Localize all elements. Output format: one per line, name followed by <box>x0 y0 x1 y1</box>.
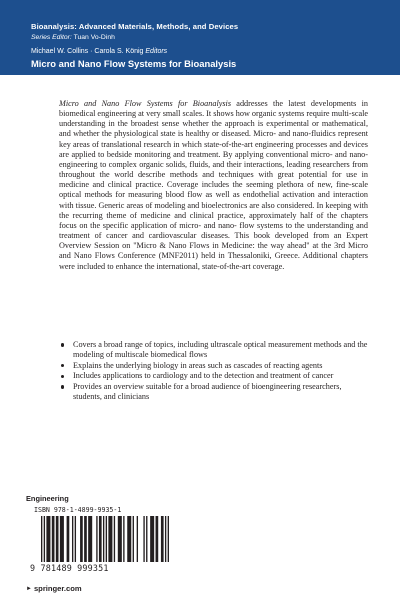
barcode-bar <box>168 516 169 562</box>
barcode-digits: 9 781489 999351 <box>30 563 109 573</box>
feature-list <box>59 340 368 403</box>
barcode-bars <box>38 516 172 562</box>
barcode-bar <box>67 516 70 562</box>
isbn-label: ISBN 978-1-4899-9935-1 <box>34 506 122 514</box>
barcode-bar <box>80 516 83 562</box>
list-item: Explains the underlying biology in areas such as cascades of reacting agents <box>59 361 368 371</box>
barcode-bar <box>84 516 87 562</box>
publisher-link[interactable] <box>26 584 82 593</box>
barcode-bar <box>123 516 124 562</box>
barcode-bar <box>156 516 159 562</box>
barcode-bar <box>118 516 122 562</box>
barcode-bar <box>41 516 42 562</box>
book-title: Micro and Nano Flow Systems for Bioanalysis <box>31 58 237 69</box>
list-item: Includes applications to cardiology and to the detection and treatment of cancer <box>59 371 368 381</box>
barcode-bar <box>56 516 59 562</box>
barcode-bar <box>114 516 115 562</box>
barcode-bar <box>108 516 112 562</box>
series-title: Bioanalysis: Advanced Materials, Methods, and Devices <box>31 22 239 31</box>
series-editor-label: Series Editor: <box>31 34 72 41</box>
subject-category: Engineering <box>26 494 69 503</box>
description-title: Micro and Nano Flow Systems for Bioanalysis <box>59 99 232 108</box>
book-description <box>59 99 368 272</box>
editors-names: Michael W. Collins · Carola S. König <box>31 48 144 55</box>
isbn-barcode <box>30 505 176 577</box>
barcode-bar <box>60 516 64 562</box>
barcode-bar <box>44 516 45 562</box>
barcode-bar <box>143 516 144 562</box>
barcode-bar <box>46 516 50 562</box>
right-arrow-icon: ► <box>26 585 32 592</box>
series-editor <box>31 34 115 41</box>
barcode-bar <box>133 516 134 562</box>
description-body: addresses the latest developments in biomedical engineering at very small scales. It shows how organic systems require multi-scale understanding in the broadest sense whether the approach is experimental or mathematical, and whether the physiological state is healthy or diseased. Micro- and nano-fluidics represent key areas of translational research in which state-of-the-art engineering processes and devices are applied to bedside monitoring and treatment. By applying conventional micro- and nano-engineering to complex organic solids, fluids, and their interactions, leading researchers from throughout the world describe methods and techniques with great potential for use in medicine and clinical practice. Coverage includes the seeming plethora of new, fine-scale optical methods for measuring blood flow as well as endothelial activation and interaction with tissue. Generic areas of modeling and bioelectronics are also considered. In keeping with the recurring theme of medicine and clinical practice, approximately half of the chapters focus on the specific application of micro- and nano- flow systems to the understanding and treatment of cancer and cardiovascular diseases. This book developed from an Expert Overview Session on "Micro & Nano Flows in Medicine: the way ahead" at the 3rd Micro and Nano Flows Conference (MNF2011) held in Thessaloniki, Greece. Additional chapters were included to enhance the international, state-of-the-art coverage. <box>59 99 368 271</box>
series-editor-name: Tuan Vo-Dinh <box>73 34 115 41</box>
barcode-bar <box>106 516 107 562</box>
barcode-bar <box>75 516 76 562</box>
cover-header-band <box>0 0 400 75</box>
barcode-bar <box>72 516 73 562</box>
barcode-bar <box>99 516 102 562</box>
barcode-bar <box>127 516 131 562</box>
barcode-bar <box>137 516 138 562</box>
barcode-bar <box>165 516 166 562</box>
barcode-bar <box>146 516 147 562</box>
editors-line <box>31 48 167 55</box>
list-item: Provides an overview suitable for a broad audience of bioengineering researchers, students, and clinicians <box>59 382 368 402</box>
barcode-bar <box>103 516 104 562</box>
barcode-bar <box>161 516 164 562</box>
barcode-bar <box>52 516 55 562</box>
publisher-link-label: springer.com <box>33 584 82 593</box>
barcode-bar <box>96 516 97 562</box>
list-item: Covers a broad range of topics, including ultrascale optical measurement methods and the modeling of multiscale biomedical flows <box>59 340 368 360</box>
barcode-bar <box>88 516 92 562</box>
editors-role: Editors <box>145 48 168 55</box>
barcode-bar <box>150 516 154 562</box>
